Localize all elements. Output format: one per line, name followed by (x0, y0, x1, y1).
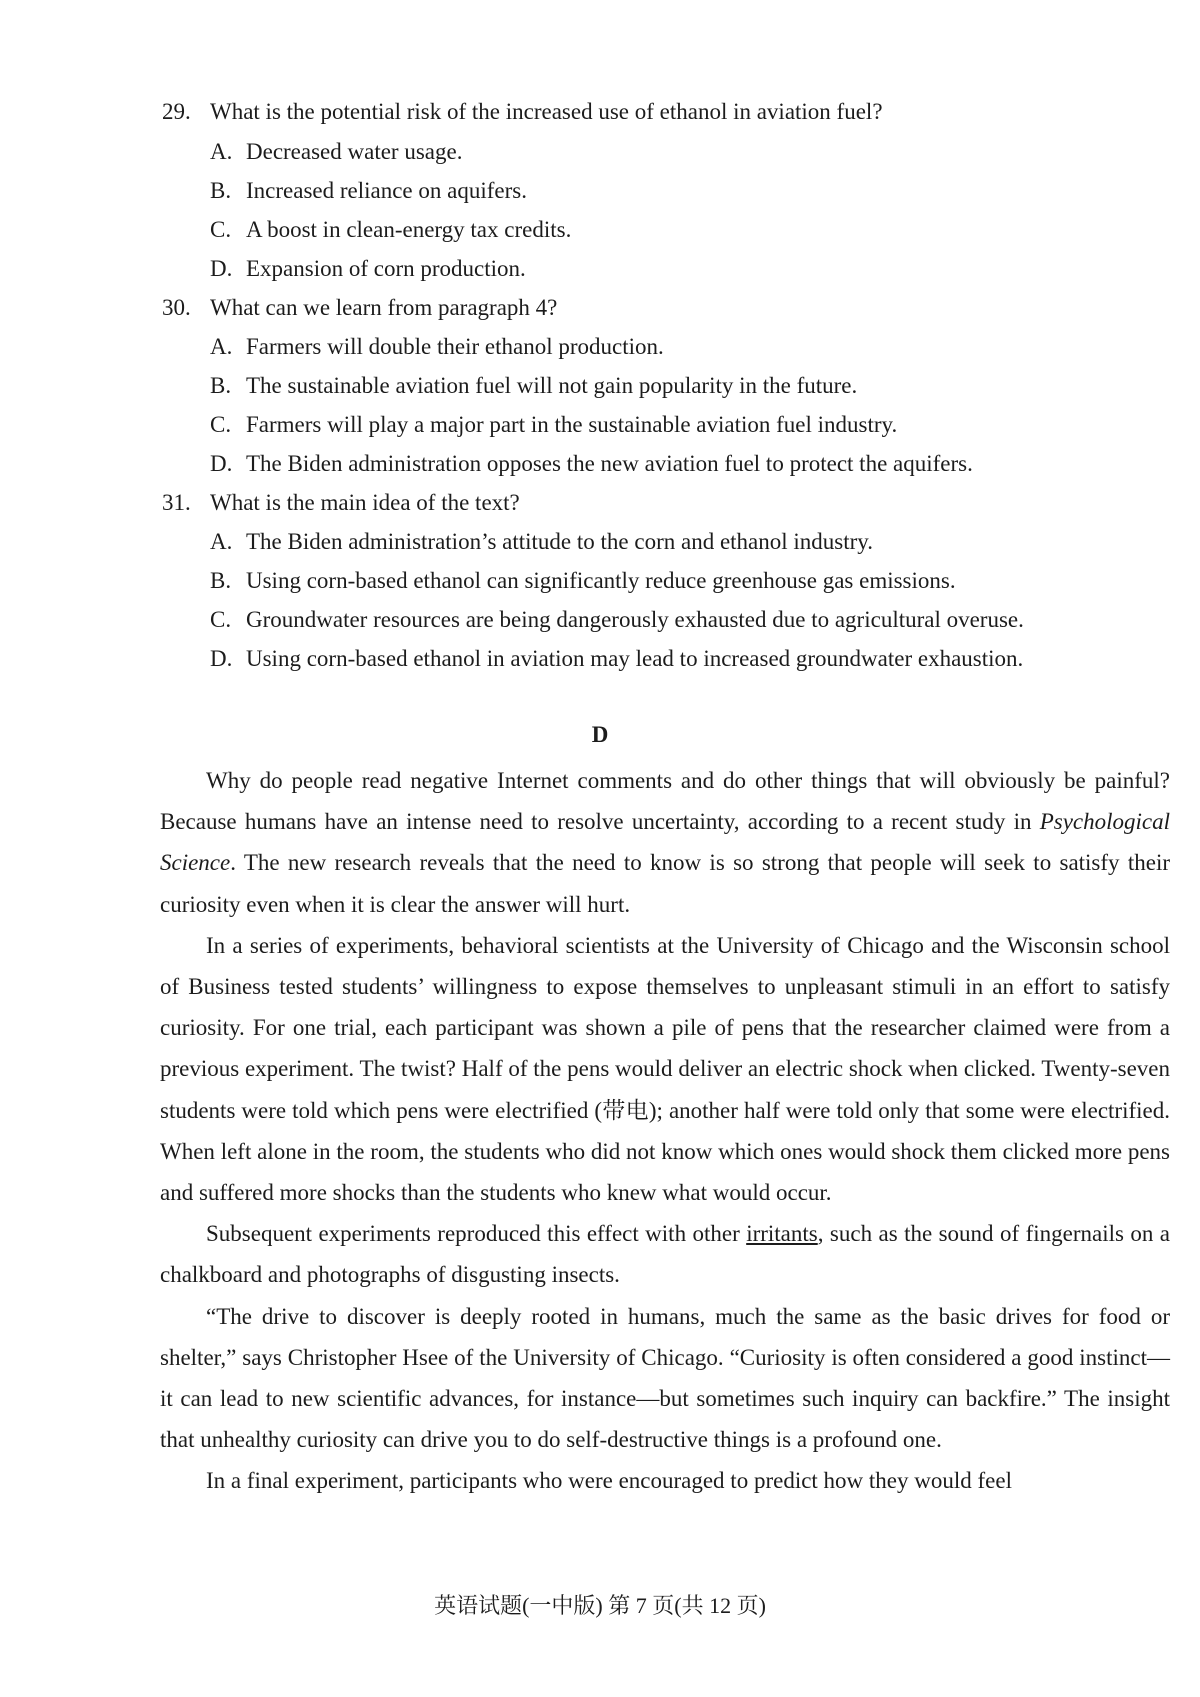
question-29-option-c (210, 215, 571, 245)
option-letter: A. (210, 334, 233, 359)
option-text: The Biden administration’s attitude to the corn and ethanol industry. (246, 529, 874, 554)
question-number: 29. (162, 99, 191, 124)
journal-title: Psychological Science (160, 809, 1170, 876)
passage-paragraph-4: “The drive to discover is deeply rooted in humans, much the same as the basic drives for food or shelter,” says Christopher Hsee of the University of Chicago. “Curiosity is often considered a good instinct—it can lead to new scientific advances, for instance—but sometimes such inquiry can backfire.” The insight that unhealthy curiosity can drive you to do self-destructive things is a profound one. (160, 1303, 1170, 1453)
option-letter: D. (210, 646, 233, 671)
question-30-option-d (210, 449, 973, 479)
passage-paragraph-3 (160, 1213, 1170, 1295)
passage-paragraph-5: In a final experiment, participants who were encouraged to predict how they would feel (206, 1468, 1012, 1494)
question-30-option-a (210, 332, 664, 362)
option-text: Farmers will double their ethanol production. (246, 334, 664, 359)
question-29-option-b (210, 176, 527, 206)
question-text: What can we learn from paragraph 4? (210, 295, 558, 320)
paragraph-text: Why do people read negative Internet comments and do other things that will obviously be painful? Because humans have an intense need to resolve uncertainty, according to a recent study in (160, 768, 1170, 835)
question-31-option-c (210, 605, 1024, 635)
option-letter: D. (210, 451, 233, 476)
paragraph-text: Subsequent experiments reproduced this effect with other (206, 1221, 747, 1247)
section-heading: D (591, 722, 609, 747)
option-letter: A. (210, 139, 233, 164)
passage-paragraph-2: In a series of experiments, behavioral scientists at the University of Chicago and the Wisconsin school of Business tested students’ willingness to expose themselves to unpleasant stimuli in an effort to satisfy curiosity. For one trial, each participant was shown a pile of pens that the researcher claimed were from a previous experiment. The twist? Half of the pens would deliver an electric shock when clicked. Twenty-seven students were told which pens were electrified (带电); another half were told only that some were electrified. When left alone in the room, the students who did not know which ones would shock them clicked more pens and suffered more shocks than the students who knew what would occur. (160, 932, 1170, 1206)
option-text: Groundwater resources are being dangerously exhausted due to agricultural overuse. (246, 607, 1024, 632)
question-text: What is the potential risk of the increased use of ethanol in aviation fuel? (210, 99, 883, 124)
option-letter: B. (210, 568, 232, 593)
option-letter: C. (210, 412, 232, 437)
option-text: The Biden administration opposes the new aviation fuel to protect the aquifers. (246, 451, 973, 476)
question-30-option-b (210, 371, 857, 401)
question-31-option-a (210, 527, 873, 557)
option-text: The sustainable aviation fuel will not gain popularity in the future. (246, 373, 858, 398)
option-text: A boost in clean-energy tax credits. (246, 217, 572, 242)
option-letter: A. (210, 529, 233, 554)
paragraph-text: . The new research reveals that the need to know is so strong that people will seek to satisfy their curiosity even when it is clear the answer will hurt. (160, 850, 1170, 917)
option-letter: C. (210, 217, 232, 242)
question-29-option-a (210, 137, 462, 167)
option-text: Using corn-based ethanol in aviation may lead to increased groundwater exhaustion. (246, 646, 1024, 671)
question-text: What is the main idea of the text? (210, 490, 520, 515)
question-number: 31. (162, 490, 191, 515)
question-29-stem (162, 97, 883, 127)
option-text: Increased reliance on aquifers. (246, 178, 527, 203)
question-30-option-c (210, 410, 897, 440)
option-letter: B. (210, 373, 232, 398)
option-text: Using corn-based ethanol can significantly reduce greenhouse gas emissions. (246, 568, 956, 593)
question-number: 30. (162, 295, 191, 320)
question-29-option-d (210, 254, 526, 284)
page-footer: 英语试题(一中版) 第 7 页(共 12 页) (434, 1593, 766, 1618)
question-31-option-d (210, 644, 1023, 674)
underlined-word: irritants (746, 1221, 818, 1247)
reading-passage (160, 760, 1170, 1502)
option-text: Decreased water usage. (246, 139, 463, 164)
paragraph-text: , such as the sound of fingernails on a chalkboard and photographs of disgusting insects. (160, 1221, 1170, 1288)
option-letter: D. (210, 256, 233, 281)
question-31-option-b (210, 566, 956, 596)
option-text: Expansion of corn production. (246, 256, 526, 281)
passage-paragraph-1 (160, 760, 1170, 925)
option-text: Farmers will play a major part in the sustainable aviation fuel industry. (246, 412, 898, 437)
question-31-stem (162, 488, 520, 518)
option-letter: B. (210, 178, 232, 203)
question-30-stem (162, 293, 557, 323)
option-letter: C. (210, 607, 232, 632)
